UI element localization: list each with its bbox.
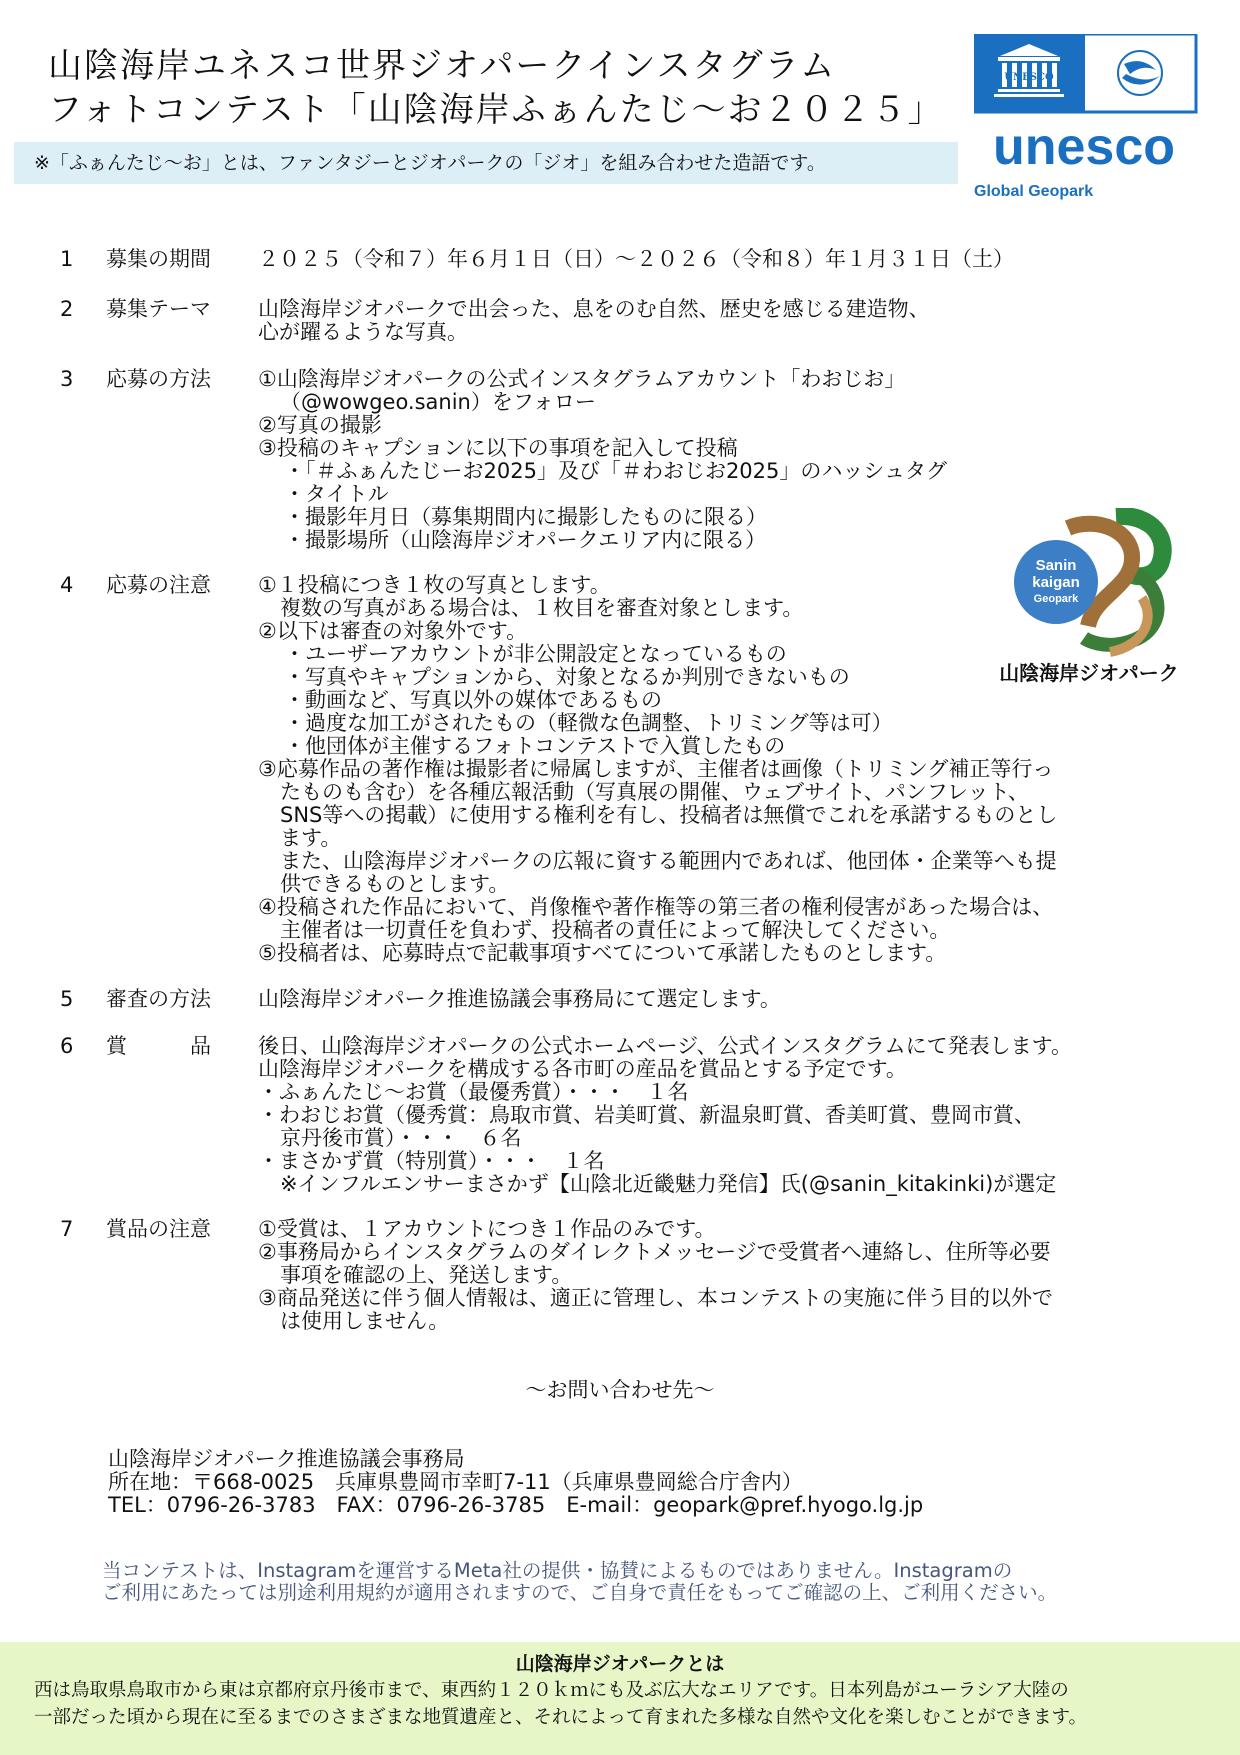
section-line: ※インフルエンサーまさかず【山陰北近畿魅力発信】氏(@sanin_kitakinki)が選定: [280, 1172, 1057, 1196]
section-line: ます。: [280, 826, 342, 850]
section-number: 5: [60, 987, 74, 1011]
unesco-logo-graphic: [974, 34, 1200, 204]
section-line: 主催者は一切責任を負わず、投稿者の責任によって解決してください。: [280, 918, 951, 942]
section-line: 山陰海岸ジオパーク推進協議会事務局にて選定します。: [258, 987, 781, 1011]
contact-heading: ～お問い合わせ先～: [525, 1378, 715, 1402]
section-line: 複数の写真がある場合は、１枚目を審査対象とします。: [280, 596, 804, 620]
section-title: 募集の期間: [106, 247, 211, 271]
section-line: ・過度な加工がされたもの（軽微な色調整、トリミング等は可）: [284, 711, 893, 735]
section-line: SNS等への掲載）に使用する権利を有し、投稿者は無償でこれを承諾するものとし: [280, 803, 1058, 827]
section-line: 京丹後市賞）・・・ ６名: [280, 1126, 522, 1150]
section-line: 心が躍るような写真。: [258, 320, 468, 344]
section-number: 3: [60, 367, 74, 391]
unesco-global-geopark-logo: [974, 34, 1200, 204]
page-title: [48, 44, 944, 132]
section-line: ・わおじお賞（優秀賞：鳥取市賞、岩美町賞、新温泉町賞、香美町賞、豊岡市賞、: [258, 1103, 1035, 1127]
section-line: ③商品発送に伴う個人情報は、適正に管理し、本コンテストの実施に伴う目的以外で: [258, 1286, 1053, 1310]
section-line: また、山陰海岸ジオパークの広報に資する範囲内であれば、他団体・企業等へも提: [280, 849, 1057, 873]
section-line: ③応募作品の著作権は撮影者に帰属しますが、主催者は画像（トリミング補正等行っ: [258, 757, 1054, 781]
section-line: ②以下は審査の対象外です。: [258, 619, 528, 643]
section-body: [258, 1218, 1053, 1333]
section-line: ２０２５（令和７）年６月１日（日）～２０２６（令和８）年１月３１日（土）: [258, 247, 1014, 271]
section-body: [258, 1035, 1072, 1196]
unesco-wordmark: unesco: [992, 118, 1176, 176]
contact-organization: 山陰海岸ジオパーク推進協議会事務局: [108, 1447, 465, 1471]
about-title: 山陰海岸ジオパークとは: [515, 1653, 725, 1675]
geopark-logo-line-3: Geopark: [1033, 593, 1079, 605]
about-line: 一部だった頃から現在に至るまでのさまざまな地質遺産と、それによって育まれた多様な自然や文化を楽しむことができます。: [34, 1707, 1088, 1728]
section-line: ②写真の撮影: [258, 413, 382, 437]
note-banner: ※「ふぁんたじ〜お」とは、ファンタジーとジオパークの「ジオ」を組み合わせた造語です。: [14, 142, 958, 184]
unesco-subtitle: Global Geopark: [974, 183, 1094, 200]
section-line: ・動画など、写真以外の媒体であるもの: [284, 688, 662, 712]
section-line: ・タイトル: [284, 482, 389, 506]
section-body: [258, 298, 930, 344]
geopark-logo-line-2: kaigan: [1032, 574, 1080, 591]
about-line: 西は鳥取県鳥取市から東は京都府京丹後市まで、東西約１２０ｋｍにも及ぶ広大なエリアです。日本列島がユーラシア大陸の: [34, 1680, 1069, 1701]
section-number: 2: [60, 297, 74, 321]
section-line: ・まさかず賞（特別賞）・・・ １名: [258, 1149, 605, 1173]
section-title: 応募の方法: [106, 367, 211, 391]
geopark-logo-caption: 山陰海岸ジオパーク: [999, 661, 1179, 685]
section-line: ・ユーザーアカウントが非公開設定となっているもの: [284, 642, 787, 666]
section-line: ②事務局からインスタグラムのダイレクトメッセージで受賞者へ連絡し、住所等必要: [258, 1240, 1051, 1264]
title-line-2: フォトコンテスト「山陰海岸ふぁんたじ〜お２０２５」: [48, 90, 944, 130]
disclaimer-line: 当コンテストは、Instagramを運営するMeta社の提供・協賛によるものではありません。Instagramの: [102, 1559, 1013, 1582]
contact-phone-email[interactable]: TEL：0796-26-3783 FAX：0796-26-3785 E-mail：geopark@pref.hyogo.lg.jp: [108, 1493, 924, 1517]
unesco-temple-text: UNESCO: [1004, 72, 1054, 83]
section-line: ④投稿された作品において、肖像権や著作権等の第三者の権利侵害があった場合は、: [258, 895, 1054, 919]
section-number: 1: [60, 247, 74, 271]
about-geopark-footer: [0, 1642, 1240, 1755]
section-line: ・撮影年月日（募集期間内に撮影したものに限る）: [284, 505, 767, 529]
section-line: ①１投稿につき１枚の写真とします。: [258, 573, 611, 597]
section-line: ・撮影場所（山陰海岸ジオパークエリア内に限る）: [284, 528, 767, 552]
section-body: [258, 574, 1057, 965]
section-line: は使用しません。: [280, 1309, 450, 1333]
instagram-disclaimer: [102, 1560, 1057, 1604]
section-line: 山陰海岸ジオパークを構成する各市町の産品を賞品とする予定です。: [258, 1057, 907, 1081]
section-title: 賞品の注意: [106, 1217, 211, 1241]
section-line: ・写真やキャプションから、対象となるか判別できないもの: [284, 665, 850, 689]
section-body: [258, 368, 947, 552]
section-line: ・ふぁんたじ〜お賞（最優秀賞）・・・ １名: [258, 1080, 689, 1104]
section-number: 6: [60, 1034, 74, 1058]
section-title: 応募の注意: [106, 573, 211, 597]
section-line: ・他団体が主催するフォトコンテストで入賞したもの: [284, 734, 786, 758]
section-number: 7: [60, 1217, 74, 1241]
section-line: ③投稿のキャプションに以下の事項を記入して投稿: [258, 436, 738, 460]
section-line: ・「＃ふぁんたじーお2025」及び「＃わおじお2025」のハッシュタグ: [284, 459, 947, 483]
section-body: [258, 988, 781, 1011]
section-line: ①受賞は、１アカウントにつき１作品のみです。: [258, 1217, 716, 1241]
section-line: 後日、山陰海岸ジオパークの公式ホームページ、公式インスタグラムにて発表します。: [258, 1034, 1072, 1058]
title-line-1: 山陰海岸ユネスコ世界ジオパークインスタグラム: [48, 46, 837, 86]
section-line: （@wowgeo.sanin）をフォロー: [280, 390, 596, 414]
section-body: [258, 248, 1014, 271]
disclaimer-line: ご利用にあたっては別途利用規約が適用されますので、ご自身で責任をもってご確認の上、ご利用ください。: [102, 1581, 1058, 1604]
section-line: 供できるものとします。: [280, 872, 510, 896]
section-line: 山陰海岸ジオパークで出会った、息をのむ自然、歴史を感じる建造物、: [258, 297, 930, 321]
section-title: 審査の方法: [106, 987, 211, 1011]
section-line: ⑤投稿者は、応募時点で記載事項すべてについて承諾したものとします。: [258, 941, 947, 965]
section-title: 賞 品: [106, 1034, 211, 1058]
contact-info: [108, 1448, 923, 1517]
section-line: たものも含む）を各種広報活動（写真展の開催、ウェブサイト、パンフレット、: [280, 780, 1029, 804]
contact-address: 所在地：〒668-0025 兵庫県豊岡市幸町7-11（兵庫県豊岡総合庁舎内）: [108, 1470, 803, 1494]
section-number: 4: [60, 573, 74, 597]
geopark-logo-line-1: Sanin: [1035, 557, 1077, 574]
section-line: 事項を確認の上、発送します。: [280, 1263, 573, 1287]
section-title: 募集テーマ: [106, 297, 211, 321]
section-line: ①山陰海岸ジオパークの公式インスタグラムアカウント「わおじお」: [258, 367, 906, 391]
